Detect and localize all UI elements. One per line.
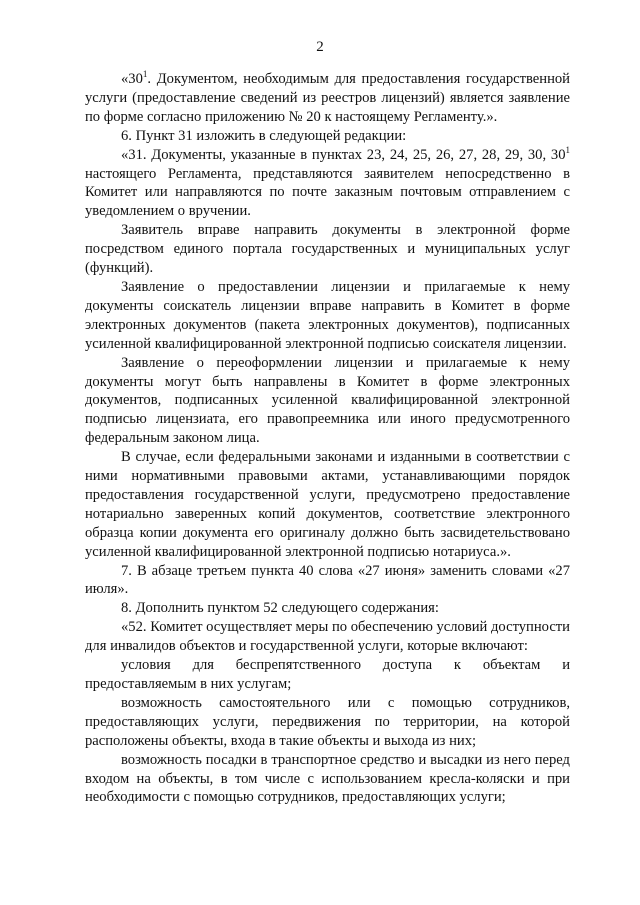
paragraph-license-application: Заявление о предоставлении лицензии и прилагаемые к нему документы соискатель лицензии вправе направить в Комитет в форме электронных документов (пакета электронных документов), подписанных усиленной квалифицированной электронной подписью соискателя лицензии. bbox=[85, 278, 570, 352]
superscript-1: 1 bbox=[565, 144, 570, 155]
paragraph-52: «52. Комитет осуществляет меры по обеспечению условий доступности для инвалидов объектов и государственной услуги, которые включают: bbox=[85, 619, 570, 655]
paragraph-text-end: . Документом, необходимым для предоставления государственной услуги (предоставление сведений из реестров лицензий) является заявление по форме согласно приложению № 20 к настоящему Регламенту.». bbox=[85, 71, 570, 125]
paragraph-text-start: «30 bbox=[121, 71, 143, 87]
paragraph-electronic-form: Заявитель вправе направить документы в электронной форме посредством единого портала государственных и муниципальных услуг (функций). bbox=[85, 222, 570, 277]
paragraph-access-conditions: условия для беспрепятственного доступа к объектам и предоставляемым в них услугам; bbox=[85, 657, 570, 692]
document-body bbox=[85, 70, 570, 807]
paragraph-31 bbox=[85, 146, 570, 222]
paragraph-movement-possibility: возможность самостоятельного или с помощью сотрудников, предоставляющих услуги, передвижения по территории, на которой расположены объекты, входа в такие объекты и выхода из них; bbox=[85, 694, 570, 749]
page-number: 2 bbox=[316, 39, 324, 55]
paragraph-text-start: «31. Документы, указанные в пунктах 23, 24, 25, 26, 27, 28, 29, 30, 30 bbox=[121, 146, 566, 163]
paragraph-item-6: 6. Пункт 31 изложить в следующей редакции: bbox=[121, 127, 407, 144]
paragraph-transport-boarding: возможность посадки в транспортное средство и высадки из него перед входом на объекты, в том числе с использованием кресла-коляски и при необходимости с помощью сотрудников, предоставляющих услуги; bbox=[85, 751, 570, 806]
superscript-1: 1 bbox=[142, 69, 148, 79]
paragraph-item-8: 8. Дополнить пунктом 52 следующего содержания: bbox=[121, 600, 439, 617]
paragraph-text-end: настоящего Регламента, представляются заявителем непосредственно в Комитет или направляются по почте заказным почтовым отправлением с уведомлением о вручении. bbox=[85, 165, 570, 220]
paragraph-notarized-copies: В случае, если федеральными законами и изданными в соответствии с ними нормативными правовыми актами, устанавливающими порядок предоставления государственной услуги, предусмотрено предоставление нотариально заверенных копий документов, соответствие электронного образца копии документа его оригиналу должно быть засвидетельствовано усиленной квалифицированной электронной подписью нотариуса.». bbox=[85, 449, 570, 560]
paragraph-30-1 bbox=[85, 70, 570, 127]
paragraph-item-7: 7. В абзаце третьем пункта 40 слова «27 июня» заменить словами «27 июля». bbox=[85, 562, 570, 598]
paragraph-license-reissue: Заявление о переоформлении лицензии и прилагаемые к нему документы могут быть направлены в Комитет в форме электронных документов, подписанных усиленной квалифицированной электронной подписью лицензиата, его правопреемника или иного предусмотренного федеральным законом лица. bbox=[85, 354, 570, 447]
